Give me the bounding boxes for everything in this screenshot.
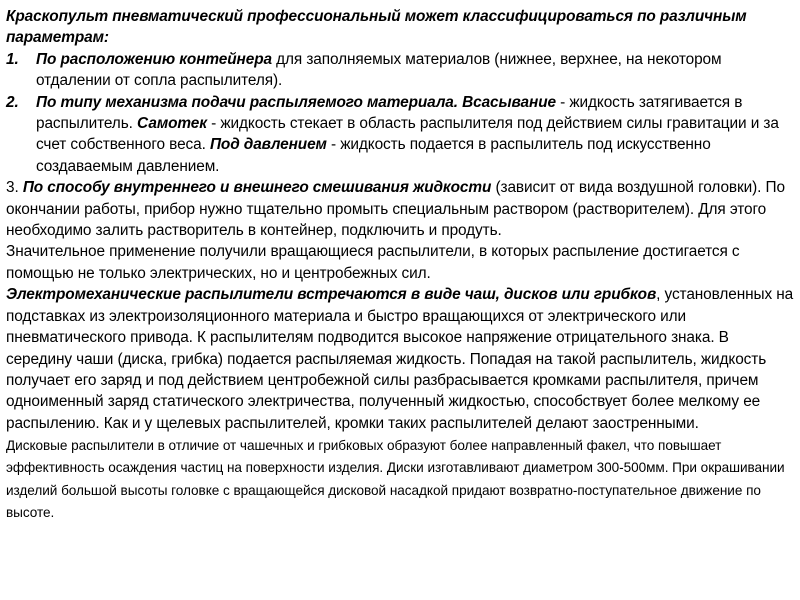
list-item-body: - жидкость затягивается в распылитель. [36,93,743,133]
list-item-1 [6,49,794,92]
paragraph-head: Электромеханические распылители встречаются в виде чаш, дисков или грибков [6,286,657,304]
list-item-body: (зависит от вида воздушной головки). По окончании работы, прибор нужно тщательно промыть специальным раствором (растворителем). Для этого необходимо залить растворитель в контейнер, подключить и продуть. [6,179,785,240]
list-number: 3. [6,179,23,197]
paragraph-rotary: Значительное применение получили вращающиеся распылители, в которых распыление достигается с помощью не только электрических, но и центробежных сил. [6,243,740,282]
list-item-2 [6,92,794,178]
list-item-3 [6,177,794,241]
list-item-body: для заполняемых материалов (нижнее, верхнее, на некотором отдалении от сопла распылителя). [36,50,722,90]
list-item-head: По типу механизма подачи распыляемого материала. Всасывание [36,93,556,111]
list-item-body: - жидкость стекает в область распылителя под действием силы гравитации и за счет собственного веса. [36,115,779,154]
paragraph-disc: Дисковые распылители в отличие от чашечных и грибковых образуют более направленный факел, что повышает эффективность осаждения частиц на поверхности изделия. Диски изготавливают диаметром 300-500мм. При окрашивании изделий большой высоты головке с вращающейся дисковой насадкой придают возвратно-поступательное движение по высоте. [6,438,785,521]
term-samotek: Самотек [136,115,207,133]
term-pressure: Под давлением [209,136,327,154]
list-item-head: По способу внутреннего и внешнего смешивания жидкости [22,179,492,197]
paragraph-body: , установленных на подставках из электроизоляционного материала и быстро вращающихся от электрического или пневматического привода. К распылителям подводится высокое напряжение отрицательного знака. В середину чаши (диска, грибка) подается распыляемая жидкость. Попадая на такой распылитель, жидкость получает его заряд и под действием центробежной силы разбрасывается кромками распылителя, причем одноименный заряд статического электричества, полученный жидкостью, способствует более мелкому ее распылению. Как и у щелевых распылителей, кромки таких распылителей делают заостренными. [6,286,794,432]
list-item-head: По расположению контейнера [36,50,272,68]
list-number: 2. [6,93,19,111]
list-item-text [36,49,794,92]
list-item-text [36,92,794,178]
list-number: 1. [6,50,19,68]
intro-heading: Краскопульт пневматический профессиональный может классифицироваться по различным параметрам: [6,8,747,47]
document-page [6,6,794,524]
main-text [6,6,794,434]
paragraph-electromechanical [6,284,794,434]
list-item-body: - жидкость подается в распылитель под искусственно создаваемым давлением. [36,136,711,175]
